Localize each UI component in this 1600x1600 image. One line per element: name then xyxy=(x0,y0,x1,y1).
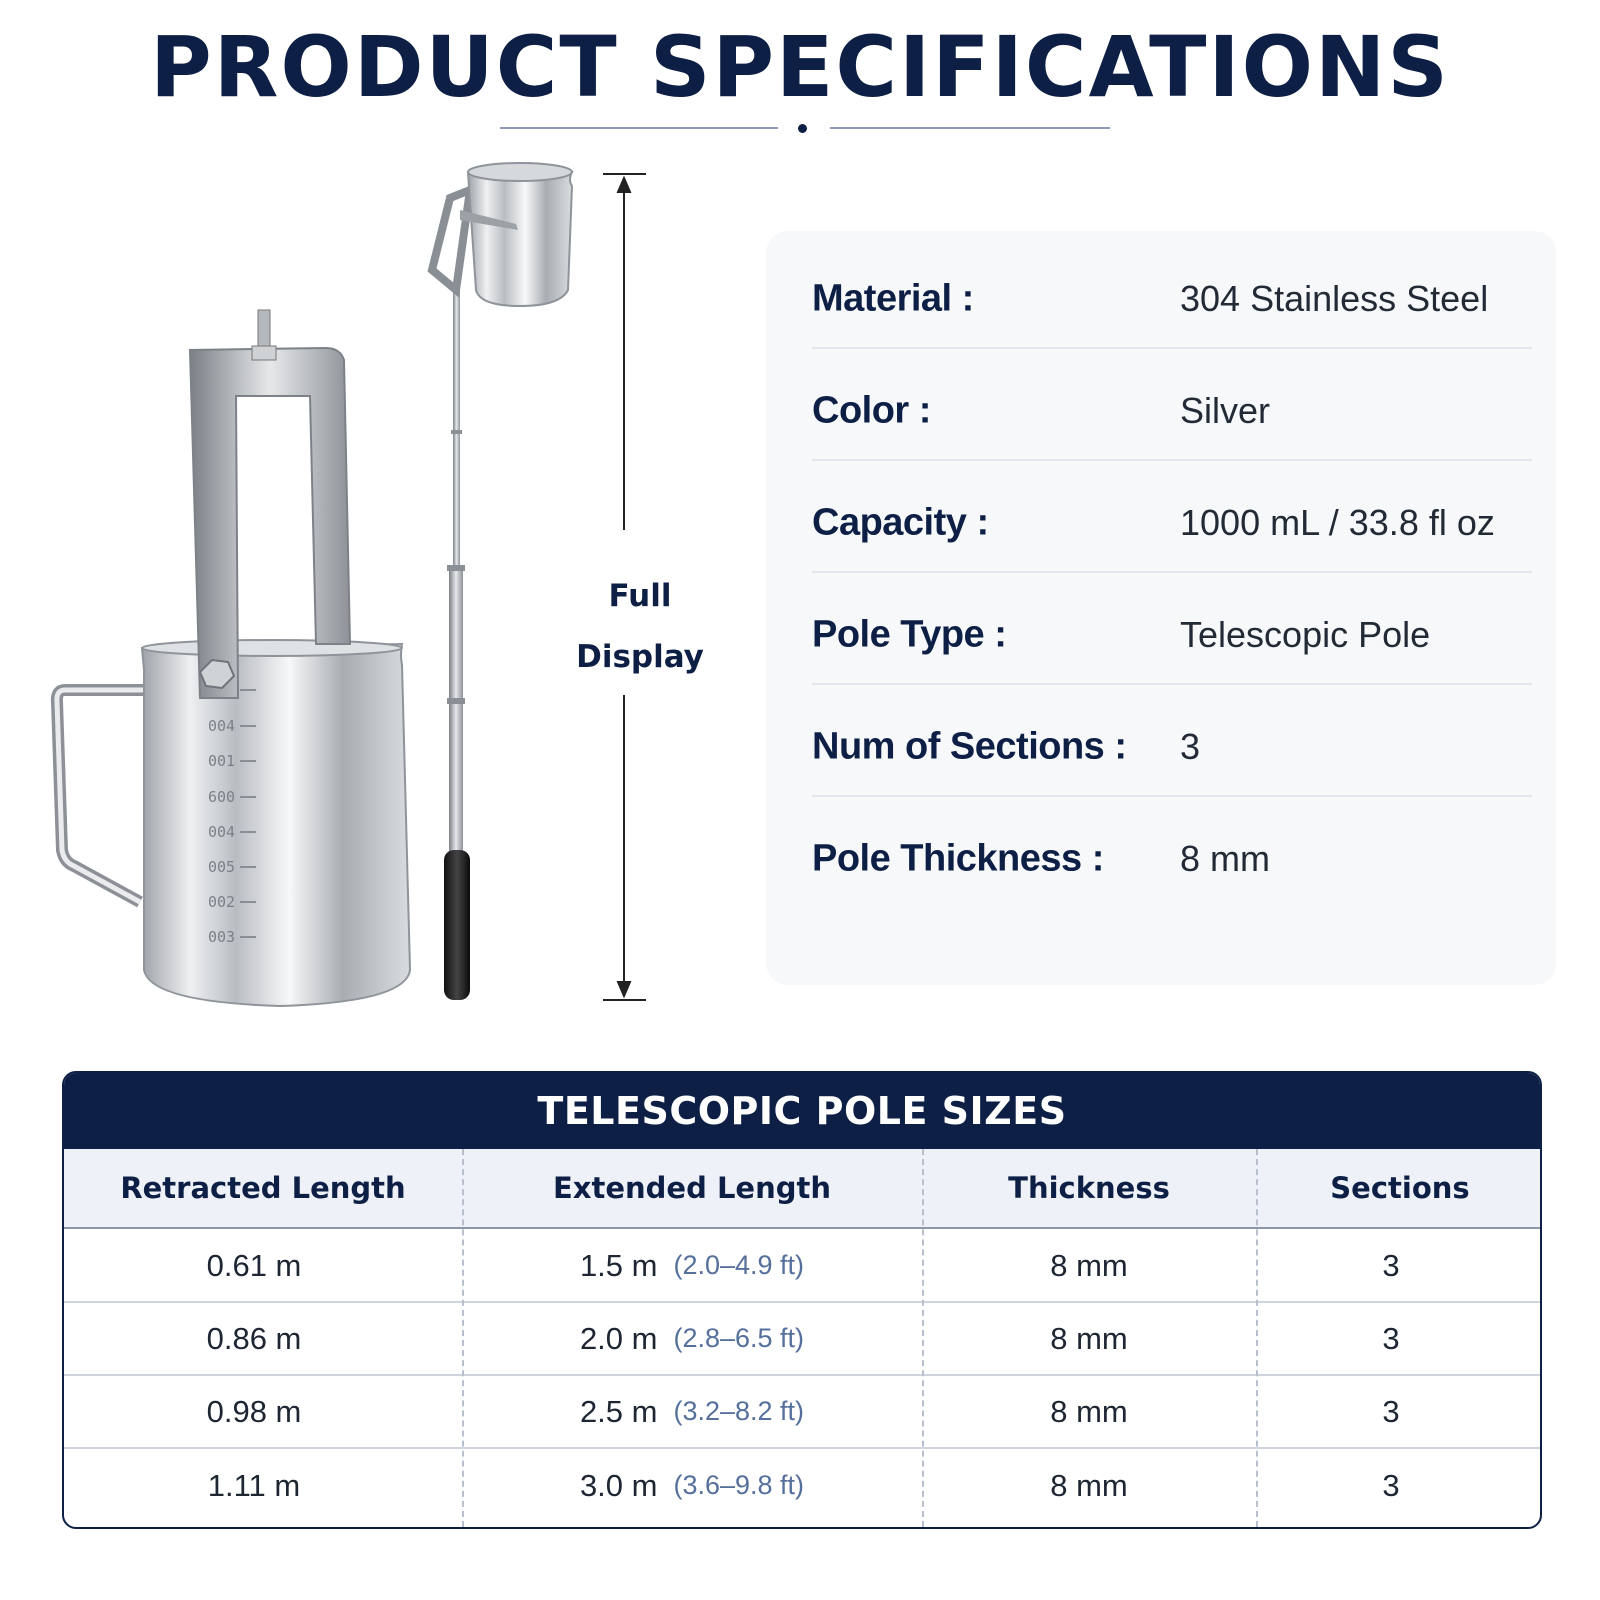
extended-length-m: 1.5 m xyxy=(579,1247,658,1283)
spec-value: 3 xyxy=(1180,726,1201,767)
sections-cell: 3 xyxy=(1382,1467,1400,1503)
extended-length-m: 2.0 m xyxy=(579,1320,658,1356)
extended-length-m: 2.5 m xyxy=(579,1393,658,1429)
thickness-cell: 8 mm xyxy=(1050,1247,1128,1283)
column-header-extended: Extended Length xyxy=(552,1171,832,1205)
column-header-retracted: Retracted Length xyxy=(120,1171,406,1205)
spec-row-num-sections xyxy=(812,685,1532,797)
svg-text:001: 001 xyxy=(208,752,236,770)
spec-label: Capacity : xyxy=(812,501,989,544)
thickness-cell: 8 mm xyxy=(1050,1393,1128,1429)
thickness-cell: 8 mm xyxy=(1050,1467,1128,1503)
sections-cell: 3 xyxy=(1382,1320,1400,1356)
table-row xyxy=(64,1376,1540,1449)
extended-length-ft: (3.6–9.8 ft) xyxy=(673,1470,805,1500)
column-header-thickness: Thickness xyxy=(1008,1171,1170,1205)
spec-value: Telescopic Pole xyxy=(1180,614,1431,655)
spec-row-capacity xyxy=(812,461,1532,573)
page-title: PRODUCT SPECIFICATIONS xyxy=(150,18,1450,116)
retracted-length-cell: 0.61 m xyxy=(206,1247,302,1283)
spec-value: 8 mm xyxy=(1180,838,1270,879)
spec-row-pole-thickness xyxy=(812,797,1532,909)
svg-text:600: 600 xyxy=(208,788,236,806)
sections-cell: 3 xyxy=(1382,1247,1400,1283)
spec-label: Material : xyxy=(812,277,974,320)
svg-text:002: 002 xyxy=(208,893,236,911)
title-divider-right xyxy=(830,127,1110,129)
spec-value: 304 Stainless Steel xyxy=(1180,278,1489,319)
title-divider-left xyxy=(500,127,778,129)
retracted-length-cell: 1.11 m xyxy=(207,1467,301,1503)
column-divider xyxy=(1256,1149,1258,1527)
extended-length-ft: (2.0–4.9 ft) xyxy=(673,1250,805,1280)
extended-length-ft: (3.2–8.2 ft) xyxy=(673,1396,805,1426)
spec-row-pole-type xyxy=(812,573,1532,685)
table-row xyxy=(64,1230,1540,1303)
pole-sizes-table xyxy=(62,1071,1542,1529)
spec-card xyxy=(766,231,1556,985)
column-divider xyxy=(922,1149,924,1527)
extended-length-cell xyxy=(462,1376,922,1447)
sections-cell: 3 xyxy=(1382,1393,1400,1429)
spec-label: Color : xyxy=(812,389,931,432)
table-row xyxy=(64,1303,1540,1376)
spec-label: Num of Sections : xyxy=(812,725,1127,768)
extended-length-cell xyxy=(462,1303,922,1374)
extended-length-ft: (2.8–6.5 ft) xyxy=(673,1323,805,1353)
spec-row-color xyxy=(812,349,1532,461)
extended-length-cell xyxy=(462,1449,922,1522)
spec-label: Pole Type : xyxy=(812,613,1007,656)
sampling-cup xyxy=(432,163,572,306)
full-display-label-line1: Full xyxy=(608,578,672,614)
full-display-label xyxy=(555,566,725,688)
full-display-label-line2: Display xyxy=(576,639,704,675)
svg-text:005: 005 xyxy=(208,858,236,876)
table-title: TELESCOPIC POLE SIZES xyxy=(64,1073,1540,1149)
spec-row-material xyxy=(812,237,1532,349)
svg-text:004: 004 xyxy=(208,717,236,735)
column-header-sections: Sections xyxy=(1330,1171,1470,1205)
table-header-row xyxy=(64,1149,1540,1229)
extended-length-cell xyxy=(462,1230,922,1301)
telescopic-pole xyxy=(444,290,470,1000)
measuring-pitcher xyxy=(142,310,410,1006)
spec-label: Pole Thickness : xyxy=(812,837,1104,880)
title-divider-dot xyxy=(798,124,807,133)
spec-value: 1000 mL / 33.8 fl oz xyxy=(1180,502,1495,543)
svg-text:004: 004 xyxy=(208,823,236,841)
extended-length-m: 3.0 m xyxy=(579,1467,658,1503)
column-divider xyxy=(462,1149,464,1527)
table-row xyxy=(64,1449,1540,1522)
retracted-length-cell: 0.86 m xyxy=(206,1320,302,1356)
svg-text:003: 003 xyxy=(208,928,236,946)
thickness-cell: 8 mm xyxy=(1050,1320,1128,1356)
retracted-length-cell: 0.98 m xyxy=(206,1393,302,1429)
spec-value: Silver xyxy=(1180,390,1271,431)
pitcher-handle xyxy=(57,690,144,902)
